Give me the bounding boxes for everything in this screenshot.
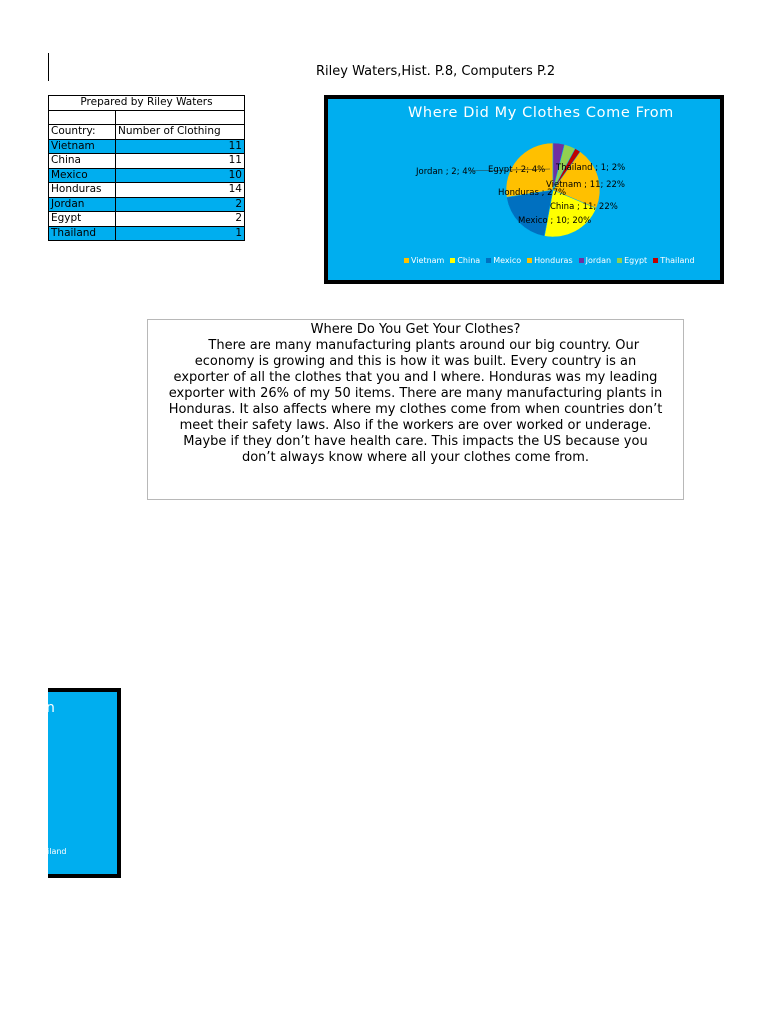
country-cell: Jordan: [49, 197, 116, 212]
country-cell: China: [49, 154, 116, 169]
table-row: [49, 212, 245, 227]
count-cell: 11: [116, 154, 245, 169]
legend-swatch: [486, 258, 491, 263]
legend-item: [486, 256, 521, 265]
chart-fragment[interactable]: [48, 688, 121, 878]
legend-label: Honduras: [534, 256, 573, 265]
essay-line: exporter with 26% of my 50 items. There are many manufacturing plants in: [168, 386, 663, 401]
essay-line: Maybe if they don’t have health care. This impacts the US because you: [183, 434, 648, 449]
legend-item: [579, 256, 611, 265]
count-cell: 2: [116, 197, 245, 212]
legend-label: Vietnam: [411, 256, 445, 265]
legend-item: [617, 256, 647, 265]
chart-fragment-legend: iland: [47, 847, 67, 856]
legend-item: [450, 256, 480, 265]
country-cell: Honduras: [49, 183, 116, 198]
data-table: [48, 95, 245, 241]
table-row: [49, 226, 245, 241]
count-cell: 14: [116, 183, 245, 198]
essay-heading: Where Do You Get Your Clothes?: [310, 322, 521, 337]
column-header-count: Number of Clothing: [116, 125, 245, 140]
pie-chart[interactable]: [324, 95, 724, 284]
essay-text-box[interactable]: [147, 319, 684, 500]
slice-label: Honduras ; 27%: [498, 188, 567, 198]
essay-line: Honduras. It also affects where my clothes come from when countries don’t: [168, 402, 663, 417]
count-cell: 10: [116, 168, 245, 183]
slice-label: Mexico ; 10; 20%: [518, 216, 592, 226]
slice-label: Vietnam ; 11; 22%: [546, 180, 625, 190]
essay-line: There are many manufacturing plants around our big country. Our: [191, 338, 640, 353]
essay-line: exporter of all the clothes that you and I where. Honduras was my leading: [173, 370, 658, 385]
legend-item: [653, 256, 694, 265]
legend-label: Egypt: [624, 256, 648, 265]
essay-line: don’t always know where all your clothes come from.: [241, 450, 590, 465]
slice-label: Egypt ; 2; 4%: [488, 165, 546, 175]
legend-label: Thailand: [660, 256, 695, 265]
table-row: [49, 154, 245, 169]
text-cursor: [48, 53, 49, 81]
slice-label: Jordan ; 2; 4%: [416, 167, 476, 177]
legend-swatch: [450, 258, 455, 263]
pie-chart-clip: [324, 95, 711, 284]
legend-label: Mexico: [493, 256, 522, 265]
chart-fragment-title: n: [46, 700, 55, 716]
legend-swatch: [617, 258, 622, 263]
table-row: [49, 168, 245, 183]
country-cell: Thailand: [49, 226, 116, 241]
table-row: [49, 139, 245, 154]
slice-label: Thailand ; 1; 2%: [556, 163, 626, 173]
slice-label: China ; 11; 22%: [550, 202, 618, 212]
count-cell: 11: [116, 139, 245, 154]
count-cell: 2: [116, 212, 245, 227]
legend-swatch: [653, 258, 658, 263]
essay-line: economy is growing and this is how it was built. Every country is an: [194, 354, 637, 369]
legend-item: [404, 256, 444, 265]
legend-swatch: [527, 258, 532, 263]
table-row: [49, 183, 245, 198]
legend-swatch: [404, 258, 409, 263]
essay-line: meet their safety laws. Also if the workers are over worked or underage.: [179, 418, 652, 433]
legend-item: [527, 256, 573, 265]
empty-cell[interactable]: [49, 110, 116, 125]
country-cell: Egypt: [49, 212, 116, 227]
chart-legend: [404, 256, 701, 265]
legend-swatch: [579, 258, 584, 263]
count-cell: 1: [116, 226, 245, 241]
page-header: Riley Waters,Hist. P.8, Computers P.2: [316, 64, 556, 79]
empty-cell[interactable]: [116, 110, 245, 125]
chart-title: Where Did My Clothes Come From: [408, 105, 674, 121]
table-title: Prepared by Riley Waters: [49, 96, 245, 111]
table-row: [49, 197, 245, 212]
legend-label: Jordan: [585, 256, 612, 265]
country-cell: Vietnam: [49, 139, 116, 154]
column-header-country: Country:: [49, 125, 116, 140]
legend-label: China: [457, 256, 481, 265]
country-cell: Mexico: [49, 168, 116, 183]
